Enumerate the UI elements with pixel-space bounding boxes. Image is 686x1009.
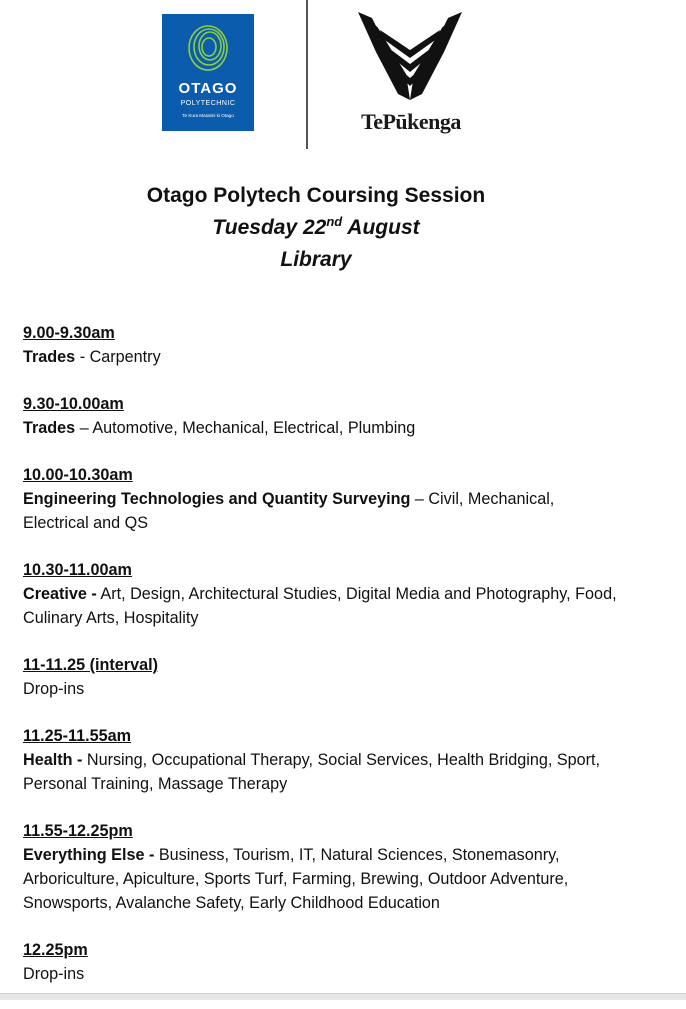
slot-details: Automotive, Mechanical, Electrical, Plumbing: [92, 419, 416, 437]
slot-time: 12.25pm: [23, 941, 88, 959]
slot-area: Creative -: [23, 585, 97, 603]
schedule-slot: [23, 392, 623, 440]
otago-logo-tagline: Te Kura Matatini ki Otago: [182, 113, 234, 118]
slot-area: Engineering Technologies and Quantity Surveying: [23, 490, 411, 508]
slot-description: [23, 345, 623, 369]
document-heading: [0, 180, 632, 276]
slot-time: 11.25-11.55am: [23, 727, 132, 745]
slot-details: Carpentry: [89, 348, 161, 366]
otago-logo-name: OTAGO: [178, 80, 238, 97]
tepukenga-wordmark: TePūkenga: [361, 109, 461, 134]
otago-swirl-icon: [186, 22, 230, 74]
schedule-slot: [23, 724, 623, 796]
slot-details: Business, Tourism, IT, Natural Sciences, Stonemasonry, Arboriculture, Apiculture, Sports Turf, Farming, Brewing, Outdoor Adventure, Snowsports, Avalanche Safety, Early Childhood Education: [23, 846, 569, 912]
schedule-list: [23, 321, 623, 1009]
schedule-slot: [23, 321, 623, 369]
slot-description: [23, 677, 623, 701]
slot-separator: –: [75, 419, 93, 437]
slot-details: Drop-ins: [23, 965, 85, 983]
slot-details: Nursing, Occupational Therapy, Social Services, Health Bridging, Sport, Personal Training, Massage Therapy: [23, 751, 601, 793]
slot-time: 9.30-10.00am: [23, 395, 124, 413]
slot-area: Health -: [23, 751, 83, 769]
logo-divider: [306, 0, 308, 149]
schedule-slot: [23, 938, 623, 986]
schedule-slot: [23, 558, 623, 630]
slot-details: Civil, Mechanical, Electrical and QS: [23, 490, 555, 532]
slot-description: [23, 416, 623, 440]
slot-description: [23, 962, 623, 986]
slot-time: 11.55-12.25pm: [23, 822, 133, 840]
otago-logo-subtitle: POLYTECHNIC: [180, 100, 236, 107]
session-date: [0, 212, 632, 244]
slot-time: 10.30-11.00am: [23, 561, 132, 579]
slot-separator: -: [75, 348, 90, 366]
page-title: Otago Polytech Coursing Session: [146, 184, 486, 207]
schedule-slot: [23, 819, 623, 915]
slot-area: Everything Else -: [23, 846, 155, 864]
slot-description: [23, 487, 623, 535]
slot-time: 10.00-10.30am: [23, 466, 133, 484]
slot-details: Art, Design, Architectural Studies, Digital Media and Photography, Food, Culinary Arts, Hospitality: [23, 585, 617, 627]
window-bottom-edge: [0, 993, 686, 1000]
otago-polytechnic-logo: [162, 14, 254, 131]
slot-time: 11-11.25 (interval): [23, 656, 158, 674]
date-ordinal: nd: [326, 214, 343, 229]
slot-description: [23, 582, 623, 630]
date-prefix: Tuesday 22: [212, 216, 327, 239]
slot-description: [23, 843, 623, 915]
slot-separator: –: [410, 490, 429, 508]
slot-details: Drop-ins: [23, 680, 85, 698]
slot-time: 9.00-9.30am: [23, 324, 115, 342]
slot-area: Trades: [23, 348, 76, 366]
slot-description: [23, 748, 623, 796]
schedule-slot: [23, 653, 623, 701]
tepukenga-mark-icon: [358, 12, 462, 100]
date-month: August: [342, 216, 420, 239]
schedule-slot: [23, 463, 623, 535]
session-location: Library: [280, 248, 352, 271]
slot-area: Trades: [23, 419, 76, 437]
